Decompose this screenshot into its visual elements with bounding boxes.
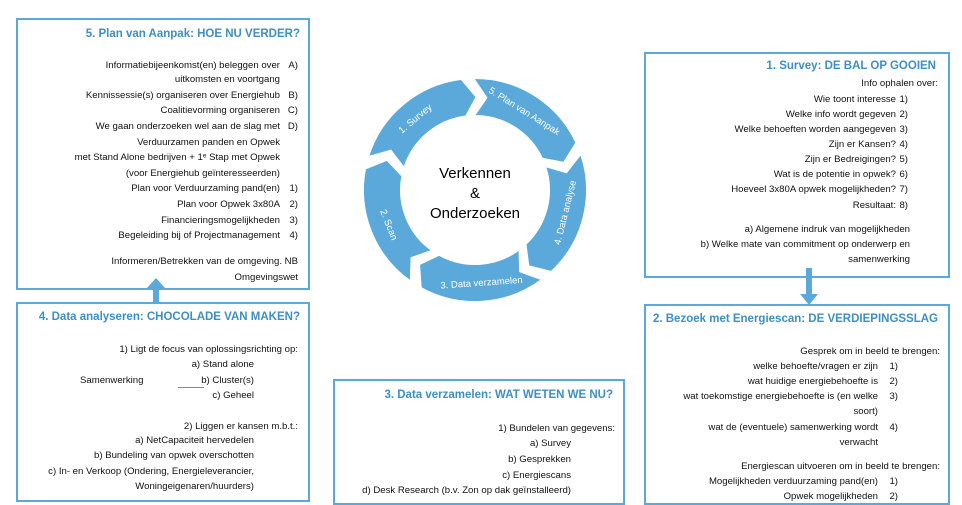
cycle-segment-label: 3. Data verzamelen [440, 274, 523, 292]
list-text: Welke behoeften worden aangegeven [734, 124, 896, 135]
list-text: 1) Bundelen van gegevens: [498, 423, 615, 434]
list-text: d) Desk Research (b.v. Zon op dak geïnstalleerd) [362, 485, 571, 496]
list-text: Wie toont interesse [813, 94, 896, 105]
box-survey [644, 52, 950, 278]
list-text: Zijn er Bedreigingen? [804, 154, 896, 165]
box-data-verzamelen [333, 379, 625, 505]
list-text: Financieringsmogelijkheden [161, 215, 280, 226]
box-plan-van-aanpak [16, 18, 310, 290]
list-text: 2) Liggen er kansen m.b.t.: [183, 421, 298, 432]
list-text: Begeleiding bij of Projectmanagement [118, 230, 280, 241]
list-text: verwacht [839, 437, 878, 448]
list-number: 1) [889, 361, 898, 372]
list-number: 2) [889, 376, 898, 387]
box-title: 4. Data analyseren: CHOCOLADE VAN MAKEN? [38, 311, 300, 323]
cycle-segment-label: 5. Plan van Aanpak [486, 85, 562, 138]
list-text: Opwek mogelijkheden [783, 491, 878, 502]
blank-line [178, 387, 204, 388]
list-text: Mogelijkheden verduurzaming pand(en) [708, 476, 878, 487]
list-number: 3) [899, 124, 908, 135]
intro-text: Info ophalen over: [861, 78, 938, 89]
cycle-segment [419, 249, 542, 302]
list-number: C) [287, 105, 298, 116]
list-text: Informatiebijeenkomst(en) beleggen over [105, 60, 280, 71]
list-text: uitkomsten en voortgang [174, 74, 280, 85]
cycle-segment-label: 1. Survey [396, 102, 435, 137]
list-text: welke behoefte/vragen er zijn [753, 361, 878, 372]
list-text: Hoeveel 3x80A opwek mogelijkheden? [731, 184, 896, 195]
box-title: 1. Survey: DE BAL OP GOOIEN [766, 60, 936, 72]
list-number: A) [288, 60, 298, 71]
list-text: Wat is de potentie in opwek? [773, 169, 896, 180]
list-text: a) NetCapaciteit hervedelen [135, 435, 254, 446]
list-text: c) Geheel [212, 390, 254, 401]
list-text: Zijn er Kansen? [828, 139, 896, 150]
list-text: We gaan onderzoeken wel aan de slag met [95, 121, 280, 132]
cycle-diagram [355, 70, 595, 310]
list-text: (voor Energiehub geïnteresseerden) [125, 168, 280, 179]
list-text: Plan voor Opwek 3x80A [177, 199, 280, 210]
list-text: Omgevingswet [234, 272, 298, 283]
list-number: B) [288, 90, 298, 101]
list-number: 2) [899, 109, 908, 120]
cycle-segment-label: 2. Scan [377, 208, 400, 243]
center-title-line3: Onderzoeken [429, 205, 521, 222]
arrow-up-icon [146, 278, 166, 304]
result-text: a) Algemene indruk van mogelijkheden [744, 224, 910, 235]
list-number: 4) [289, 230, 298, 241]
list-text: Verduurzamen panden en Opwek [137, 137, 280, 148]
box-title: 3. Data verzamelen: WAT WETEN WE NU? [384, 389, 613, 401]
list-text: Woningeigenaren/huurders) [135, 481, 254, 492]
list-number: 2) [289, 199, 298, 210]
list-number: 3) [889, 391, 898, 402]
list-text: c) In- en Verkoop (Ondering, Energieleverancier, [48, 466, 254, 477]
box-data-analyseren [16, 302, 310, 502]
list-text: Kennissessie(s) organiseren over Energiehub [85, 90, 280, 101]
list-number: 6) [899, 169, 908, 180]
list-number: 2) [889, 491, 898, 502]
list-text: b) Gesprekken [508, 454, 571, 465]
list-text: Informeren/Betrekken van de omgeving. NB [111, 256, 298, 267]
list-number: 5) [899, 154, 908, 165]
list-number: 7) [899, 184, 908, 195]
box-title: 2. Bezoek met Energiescan: DE VERDIEPINGSSLAG [652, 313, 938, 325]
cycle-segment [368, 79, 477, 169]
list-number: 3) [289, 215, 298, 226]
list-number: 1) [899, 94, 908, 105]
box-bezoek-energiescan [644, 304, 950, 505]
arrow-down-icon [799, 268, 819, 306]
list-text: 1) Ligt de focus van oplossingsrichting op: [119, 344, 298, 355]
list-number: 4) [899, 139, 908, 150]
list-text: Resultaat: [852, 200, 896, 211]
list-text: soort) [853, 406, 878, 417]
list-text: Plan voor Verduurzaming pand(en) [131, 183, 280, 194]
list-text: a) Survey [529, 438, 571, 449]
list-text: met Stand Alone bedrijven + 1ᵉ Stap met Opwek [74, 152, 280, 163]
list-text: wat de (eventuele) samenwerking wordt [708, 422, 878, 433]
list-text: b) Bundeling van opwek overschotten [94, 450, 254, 461]
list-text: Coalitievorming organiseren [160, 105, 280, 116]
list-number: D) [287, 121, 298, 132]
cycle-segment-label: 4. Data analyse [552, 179, 580, 246]
box-title: 5. Plan van Aanpak: HOE NU VERDER? [85, 28, 300, 40]
list-text: wat toekomstige energiebehoefte is (en welke [683, 391, 878, 402]
result-text: samenwerking [848, 254, 910, 265]
list-number: 1) [289, 183, 298, 194]
list-text: b) Cluster(s) [201, 375, 254, 386]
center-title-line1: Verkennen [439, 165, 511, 182]
list-text: Welke info wordt gegeven [785, 109, 896, 120]
list-number: 4) [889, 422, 898, 433]
side-label: Samenwerking [80, 375, 144, 386]
intro-text: Gesprek om in beeld te brengen: [800, 346, 940, 357]
cycle-segment [525, 154, 587, 272]
list-text: wat huidige energiebehoefte is [747, 376, 878, 387]
list-number: 8) [899, 200, 908, 211]
center-title-line2: & [469, 185, 481, 202]
list-text: c) Energiescans [502, 470, 571, 481]
intro-text-2: Energiescan uitvoeren om in beeld te brengen: [741, 461, 940, 472]
list-text: a) Stand alone [191, 359, 254, 370]
result-text: b) Welke mate van commitment op onderwerp en [700, 239, 910, 250]
list-number: 1) [889, 476, 898, 487]
